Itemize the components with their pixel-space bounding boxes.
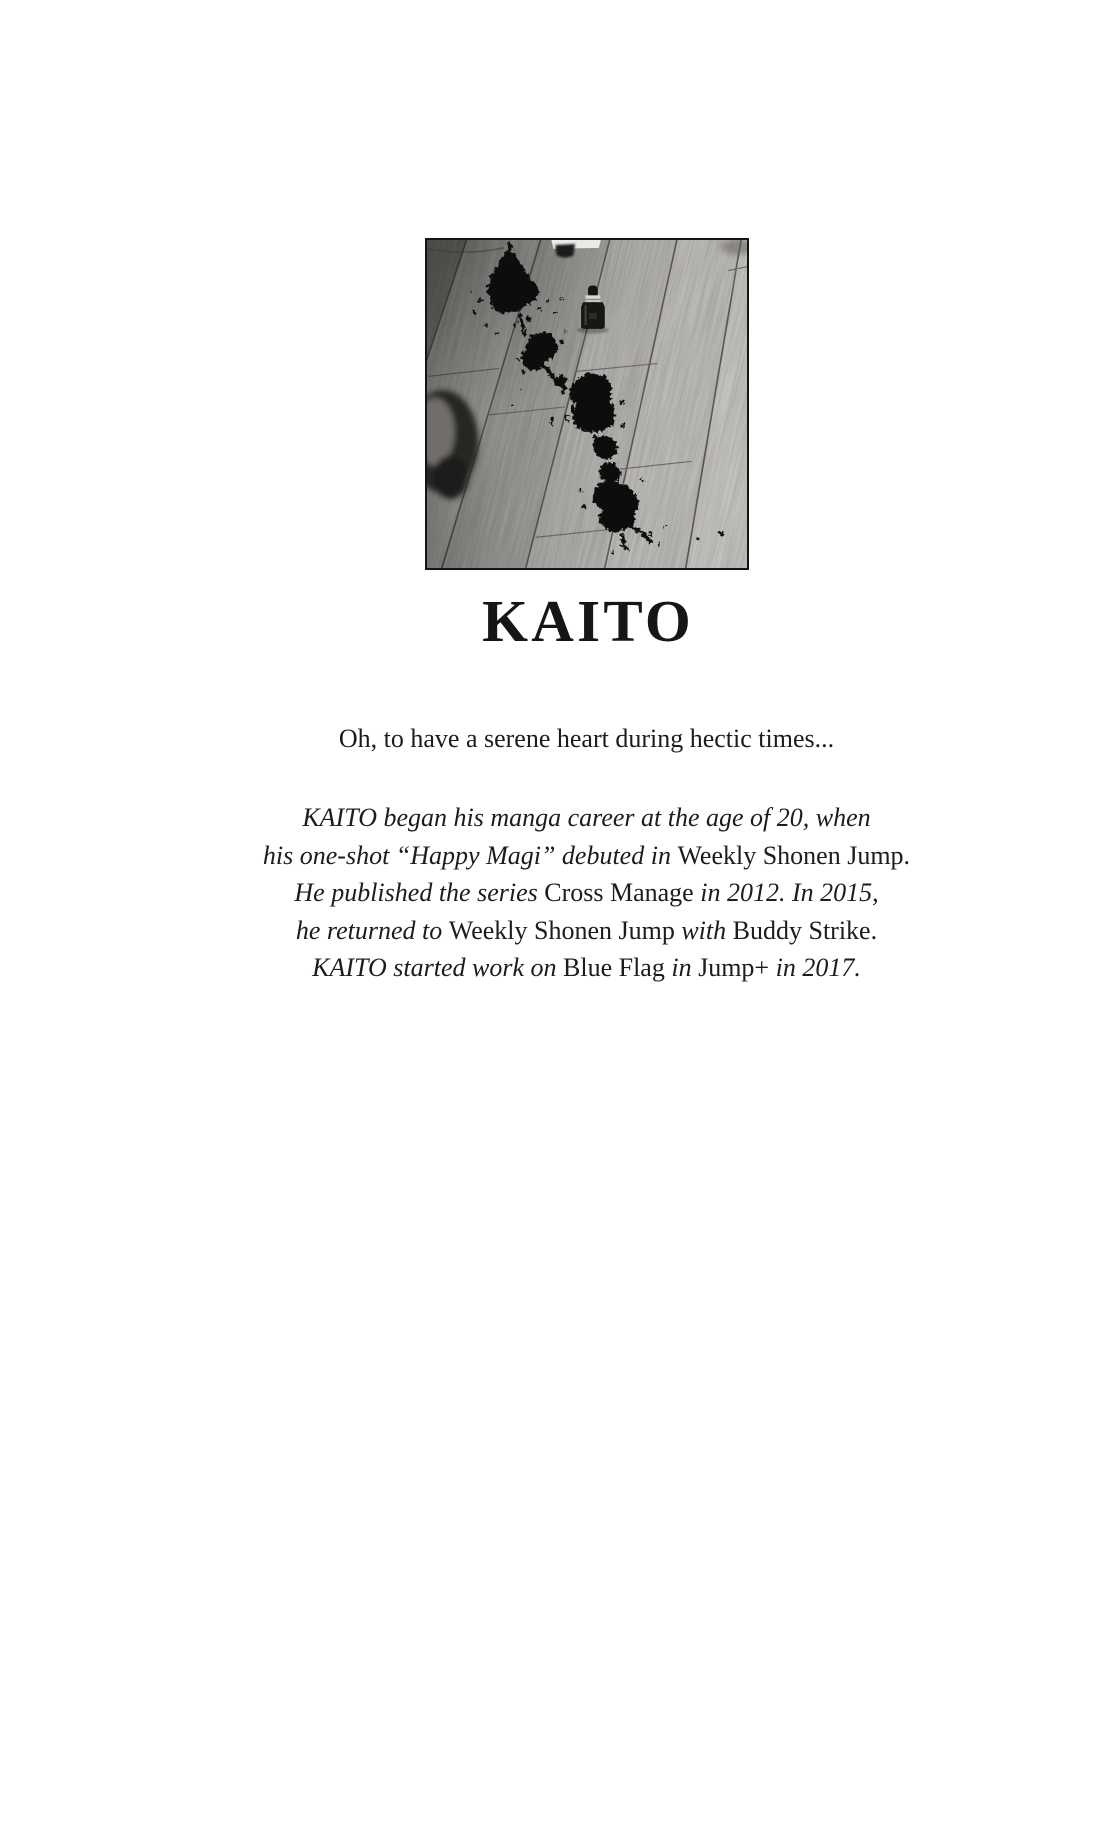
bio-line (58, 912, 1115, 950)
bio-segment-roman: Blue Flag (563, 953, 665, 982)
ink-spill-photo-graphic (427, 240, 747, 568)
author-bio-page (58, 238, 1115, 987)
bio-line (58, 837, 1115, 875)
author-name: KAITO (482, 588, 695, 654)
bio-segment-italic: He published the series (294, 878, 545, 907)
bio-segment-italic: KAITO started work on (312, 953, 564, 982)
bio-line (58, 799, 1115, 837)
bio-segment-italic: his one-shot “Happy Magi” debuted in (262, 840, 678, 870)
author-bio (58, 799, 1115, 987)
bio-segment-roman: Jump+ (698, 953, 770, 982)
bio-segment-italic: in 2012. In 2015, (693, 878, 879, 907)
bio-segment-italic: KAITO began his manga career at the age of 20, when (302, 803, 871, 832)
bio-segment-roman: Weekly Shonen Jump. (677, 840, 911, 870)
bio-segment-italic: in 2017. (769, 953, 861, 982)
bio-segment-roman: Weekly Shonen Jump (448, 915, 675, 945)
author-photo (425, 238, 749, 570)
bio-segment-italic: with (674, 915, 733, 945)
bio-segment-roman: Cross Manage (544, 878, 694, 907)
bio-segment-italic: he returned to (295, 915, 449, 945)
bio-line (58, 949, 1115, 987)
bio-line (58, 874, 1115, 912)
bio-segment-roman: Buddy Strike. (732, 915, 878, 945)
bio-segment-italic: in (664, 953, 699, 982)
author-tagline: Oh, to have a serene heart during hectic times... (338, 724, 835, 753)
